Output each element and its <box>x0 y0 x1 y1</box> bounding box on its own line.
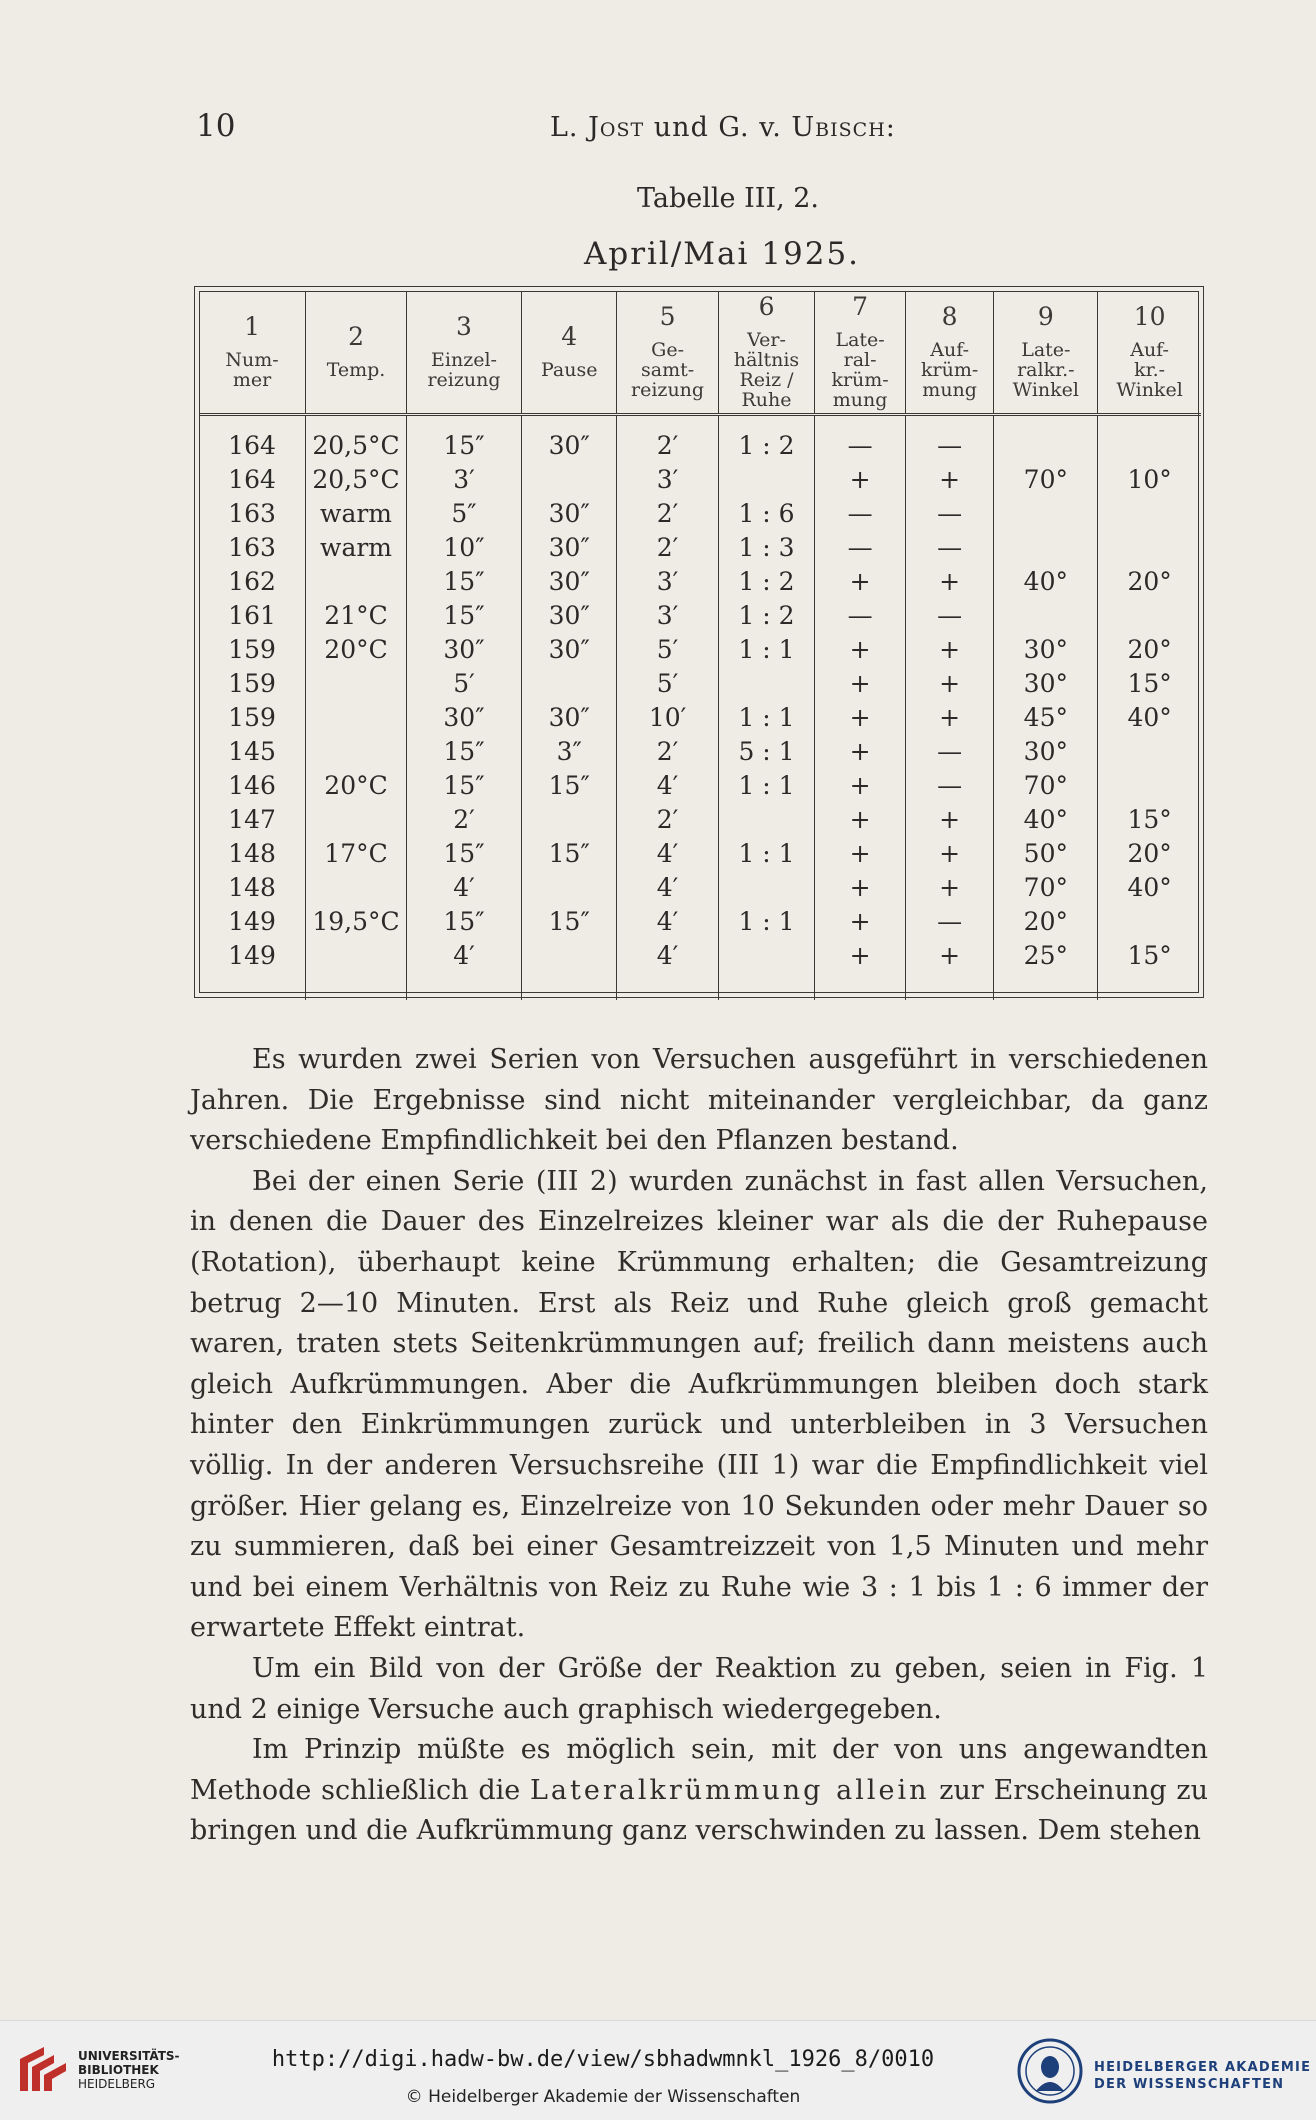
column-number: 1 <box>244 312 260 341</box>
table-cell: — <box>815 530 905 564</box>
table-cell: 20° <box>1098 564 1201 598</box>
body-text <box>190 1040 1208 1852</box>
column-label: Late- ralkr.- Winkel <box>1012 339 1079 401</box>
table-cell: + <box>905 870 994 904</box>
column-number: 3 <box>456 312 472 341</box>
running-head-colon: : <box>885 112 896 143</box>
column-header-1 <box>199 291 306 415</box>
table-cell: 2′ <box>617 496 718 530</box>
table-cell: + <box>905 666 994 700</box>
table-cell <box>1098 415 1201 463</box>
table-cell: 30″ <box>407 632 522 666</box>
table-cell: 149 <box>228 906 276 936</box>
table-row <box>199 632 1201 666</box>
table-cell: 149 <box>228 940 276 970</box>
column-header-5 <box>617 291 718 415</box>
table-cell: — <box>905 415 994 463</box>
table-row <box>199 415 1201 463</box>
table-cell: — <box>905 734 994 768</box>
running-head-and: und G. v. <box>644 112 792 143</box>
table-row <box>199 496 1201 530</box>
table-cell: 15″ <box>407 564 522 598</box>
table-cell: 30″ <box>521 496 616 530</box>
page-number: 10 <box>196 108 236 144</box>
table-cell: 5 : 1 <box>718 734 815 768</box>
table-cell: + <box>905 836 994 870</box>
table-row <box>199 904 1201 938</box>
table-cell: — <box>905 496 994 530</box>
table-cell <box>1098 530 1201 564</box>
table-cell: 162 <box>228 566 276 596</box>
column-number: 4 <box>561 322 578 351</box>
column-label: Num- mer <box>225 349 279 391</box>
table-cell: 5′ <box>407 666 522 700</box>
table-cell: + <box>905 700 994 734</box>
table-cell: 70° <box>994 870 1098 904</box>
table-cell: 1 : 3 <box>718 530 815 564</box>
table-cell: + <box>815 802 905 836</box>
table-cell: warm <box>306 530 407 564</box>
paragraph-2: Bei der einen Serie (III 2) wurden zunächst in fast allen Versuchen, in denen die Dauer des Einzelreizes kleiner war als die der Ruhepause (Rotation), überhaupt keine Krümmung erhalten; die Gesamtreizung betrug 2—10 Minuten. Erst als Reiz und Ruhe gleich groß gemacht waren, traten stets Seitenkrümmungen auf; freilich dann meistens auch gleich Aufkrümmungen. Aber die Aufkrümmungen bleiben doch stark hinter den Einkrümmungen zurück und unterbleiben in 3 Versuchen völlig. In der anderen Versuchsreihe (III 1) war die Empfindlichkeit viel größer. Hier gelang es, Einzelreize von 10 Sekunden oder mehr Dauer so zu summieren, daß bei einer Gesamtreizzeit von 1,5 Minuten und mehr und bei einem Verhältnis von Reiz zu Ruhe wie 3 : 1 bis 1 : 6 immer der erwartete Effekt eintrat. <box>190 1165 1208 1644</box>
table-cell: 10″ <box>407 530 522 564</box>
column-label: Auf- kr.- Winkel <box>1116 339 1183 401</box>
table-cell: 40° <box>1098 700 1201 734</box>
table-cell: 20°C <box>306 632 407 666</box>
paragraph-4-spaced: Lateralkrümmung allein <box>529 1774 930 1806</box>
table-cell <box>1098 904 1201 938</box>
table-row <box>199 802 1201 836</box>
table-row <box>199 462 1201 496</box>
table-cell <box>1098 598 1201 632</box>
table-cell: 15″ <box>407 904 522 938</box>
table-cell: 5′ <box>617 632 718 666</box>
data-table <box>199 291 1201 1000</box>
table-cell: 3′ <box>617 564 718 598</box>
academy-name-line1: HEIDELBERGER AKADEMIE <box>1094 2060 1312 2075</box>
table-row <box>199 598 1201 632</box>
table-cell: + <box>815 836 905 870</box>
table-cell: 15° <box>1098 938 1201 1000</box>
table-cell: 21°C <box>306 598 407 632</box>
paragraph-4-part-a: Im Prinzip müßte es möglich sein, mit der von uns angewandten Methode schließlich die <box>190 1734 1208 1806</box>
table-cell: — <box>905 598 994 632</box>
table-cell: 30″ <box>521 530 616 564</box>
table-cell <box>994 496 1098 530</box>
running-head-prefix: L. <box>550 112 589 143</box>
column-number: 6 <box>758 292 775 321</box>
paragraph-3: Um ein Bild von der Größe der Reaktion zu geben, seien in Fig. 1 und 2 einige Versuche auch graphisch wiedergegeben. <box>190 1652 1208 1725</box>
running-head <box>550 112 896 143</box>
table-cell: 163 <box>228 532 276 562</box>
table-cell: 163 <box>228 498 276 528</box>
table-cell: 1 : 1 <box>718 632 815 666</box>
table-header-row <box>199 291 1201 415</box>
table-cell: + <box>905 802 994 836</box>
table-cell: — <box>905 904 994 938</box>
digital-library-footer <box>0 2020 1316 2120</box>
table-cell: 1 : 2 <box>718 415 815 463</box>
table-cell: — <box>905 768 994 802</box>
table-cell: + <box>905 462 994 496</box>
table-cell: + <box>905 564 994 598</box>
table-cell <box>306 700 407 734</box>
table-cell: + <box>815 666 905 700</box>
table-row <box>199 734 1201 768</box>
author-ubisch: Ubisch <box>791 112 886 143</box>
table-cell: 20,5°C <box>306 462 407 496</box>
table-cell <box>306 564 407 598</box>
table-cell: 1 : 2 <box>718 598 815 632</box>
table-cell: 30″ <box>521 700 616 734</box>
paragraph-4-part-b: zur Erscheinung zu bringen und die Aufkrümmung ganz verschwinden zu lassen. Dem stehen <box>190 1774 1208 1847</box>
table-row <box>199 870 1201 904</box>
academy-name[interactable] <box>1094 2059 1311 2093</box>
table-cell: 3′ <box>617 598 718 632</box>
table-row <box>199 768 1201 802</box>
table-cell: + <box>815 700 905 734</box>
table-cell: 40° <box>1098 870 1201 904</box>
library-name-line1: UNIVERSITÄTS- <box>78 2049 180 2063</box>
table-cell: + <box>815 564 905 598</box>
column-label: Temp. <box>326 359 386 381</box>
table-cell <box>306 870 407 904</box>
table-cell: 1 : 1 <box>718 836 815 870</box>
table-cell: — <box>815 415 905 463</box>
table-cell: 4′ <box>617 938 718 1000</box>
table-cell: 30″ <box>521 415 616 463</box>
table-cell <box>306 734 407 768</box>
table-cell: 15″ <box>407 734 522 768</box>
table-cell: 2′ <box>617 530 718 564</box>
table-cell: 1 : 1 <box>718 700 815 734</box>
table-cell: 1 : 2 <box>718 564 815 598</box>
table-row <box>199 530 1201 564</box>
table-cell: 148 <box>228 838 276 868</box>
table-row <box>199 666 1201 700</box>
table-cell: 4′ <box>617 768 718 802</box>
table-cell: 3′ <box>617 462 718 496</box>
table-cell: 5″ <box>407 496 522 530</box>
table-row <box>199 836 1201 870</box>
table-cell: 40° <box>994 564 1098 598</box>
table-cell <box>718 938 815 1000</box>
column-header-6 <box>718 291 815 415</box>
column-number: 2 <box>348 322 364 351</box>
table-cell: + <box>815 462 905 496</box>
table-cell <box>521 938 616 1000</box>
table-cell: 10° <box>1098 462 1201 496</box>
table-cell: + <box>905 632 994 666</box>
table-cell: 164 <box>228 430 276 460</box>
table-cell: 1 : 1 <box>718 768 815 802</box>
table-cell: 15° <box>1098 666 1201 700</box>
table-cell: 25° <box>994 938 1098 1000</box>
table-cell: 164 <box>228 464 276 494</box>
library-name-line2: BIBLIOTHEK <box>78 2063 159 2077</box>
table-cell: 159 <box>228 702 276 732</box>
table-cell: 1 : 1 <box>718 904 815 938</box>
column-header-10 <box>1098 291 1201 415</box>
table-cell: 147 <box>228 804 276 834</box>
table-cell: 15″ <box>521 904 616 938</box>
table-cell <box>521 666 616 700</box>
table-cell: 2′ <box>617 802 718 836</box>
table-cell: 20° <box>1098 836 1201 870</box>
table-row <box>199 938 1201 1000</box>
table-cell <box>994 415 1098 463</box>
table-cell: 4′ <box>617 836 718 870</box>
table-cell: 45° <box>994 700 1098 734</box>
table-cell <box>718 462 815 496</box>
table-cell: 159 <box>228 668 276 698</box>
table-cell: 20°C <box>306 768 407 802</box>
table-row <box>199 700 1201 734</box>
table-cell: 15″ <box>407 598 522 632</box>
table-cell: 19,5°C <box>306 904 407 938</box>
column-label: Ver- hältnis Reiz / Ruhe <box>733 329 800 411</box>
column-header-8 <box>905 291 994 415</box>
table-cell: 145 <box>228 736 276 766</box>
table-cell: 4′ <box>407 938 522 1000</box>
table-cell: 15° <box>1098 802 1201 836</box>
table-cell: 15″ <box>521 768 616 802</box>
page-url-link[interactable]: http://digi.hadw-bw.de/view/sbhadwmnkl_1926_8/0010 <box>271 2047 935 2072</box>
data-table-frame <box>194 286 1204 998</box>
column-number: 9 <box>1037 302 1054 331</box>
table-cell: 70° <box>994 768 1098 802</box>
table-cell: 30″ <box>407 700 522 734</box>
table-cell: 40° <box>994 802 1098 836</box>
table-cell <box>306 938 407 1000</box>
column-header-4 <box>521 291 616 415</box>
table-cell <box>718 802 815 836</box>
table-cell: 30° <box>994 632 1098 666</box>
table-cell: 4′ <box>407 870 522 904</box>
table-cell: + <box>815 632 905 666</box>
academy-seal-icon[interactable] <box>1016 2037 1084 2105</box>
table-cell: 2′ <box>617 734 718 768</box>
table-cell: 15″ <box>521 836 616 870</box>
table-cell: 3′ <box>407 462 522 496</box>
table-cell: + <box>815 870 905 904</box>
table-cell: + <box>905 938 994 1000</box>
academy-name-line2: DER WISSENSCHAFTEN <box>1094 2077 1285 2092</box>
column-number: 7 <box>852 292 869 321</box>
column-label: Pause <box>540 359 598 381</box>
table-cell: — <box>815 496 905 530</box>
column-header-9 <box>994 291 1098 415</box>
table-cell: 30″ <box>521 632 616 666</box>
table-cell: — <box>815 598 905 632</box>
column-label: Late- ral- krüm- mung <box>831 329 889 411</box>
table-cell: 30″ <box>521 564 616 598</box>
table-cell: + <box>815 938 905 1000</box>
table-cell: — <box>905 530 994 564</box>
table-cell: 30° <box>994 734 1098 768</box>
column-number: 10 <box>1133 302 1166 331</box>
table-cell: 161 <box>228 600 276 630</box>
table-cell: 2′ <box>617 415 718 463</box>
table-caption: Tabelle III, 2. <box>636 183 820 214</box>
table-cell: + <box>815 734 905 768</box>
table-cell: 20° <box>994 904 1098 938</box>
table-cell <box>521 802 616 836</box>
table-cell: 159 <box>228 634 276 664</box>
table-subtitle: April/Mai 1925. <box>583 236 861 272</box>
table-cell <box>521 870 616 904</box>
table-cell: 3″ <box>521 734 616 768</box>
table-cell: 146 <box>228 770 276 800</box>
paragraph-1: Es wurden zwei Serien von Versuchen ausgeführt in verschiedenen Jahren. Die Ergebnisse sind nicht miteinander vergleichbar, da ganz verschiedene Empfindlichkeit bei den Pflanzen bestand. <box>190 1044 1208 1157</box>
table-cell: + <box>815 904 905 938</box>
table-cell <box>718 666 815 700</box>
column-header-7 <box>815 291 905 415</box>
table-cell: 15″ <box>407 415 522 463</box>
table-cell: 2′ <box>407 802 522 836</box>
table-cell: + <box>815 768 905 802</box>
table-cell <box>1098 768 1201 802</box>
column-header-3 <box>407 291 522 415</box>
table-cell: 20° <box>1098 632 1201 666</box>
library-name-line3: HEIDELBERG <box>78 2077 156 2091</box>
column-label: Einzel- reizung <box>427 349 501 391</box>
table-cell: 70° <box>994 462 1098 496</box>
table-cell: 4′ <box>617 870 718 904</box>
table-cell: 1 : 6 <box>718 496 815 530</box>
table-cell <box>718 870 815 904</box>
table-row <box>199 564 1201 598</box>
copyright-notice: © Heidelberger Akademie der Wissenschaften <box>405 2087 801 2107</box>
paragraph-4 <box>190 1730 1208 1852</box>
table-cell <box>994 530 1098 564</box>
table-cell: warm <box>306 496 407 530</box>
table-cell: 30° <box>994 666 1098 700</box>
column-header-2 <box>306 291 407 415</box>
table-cell: 4′ <box>617 904 718 938</box>
table-cell <box>521 462 616 496</box>
table-cell <box>1098 496 1201 530</box>
author-jost: Jost <box>588 112 645 143</box>
table-cell: 15″ <box>407 836 522 870</box>
table-cell <box>994 598 1098 632</box>
column-label: Auf- krüm- mung <box>920 339 979 401</box>
table-cell: 148 <box>228 872 276 902</box>
table-cell <box>1098 734 1201 768</box>
column-number: 5 <box>659 302 676 331</box>
table-cell <box>306 802 407 836</box>
table-cell: 50° <box>994 836 1098 870</box>
table-body <box>199 415 1201 1001</box>
table-cell: 5′ <box>617 666 718 700</box>
table-cell: 30″ <box>521 598 616 632</box>
table-cell: 15″ <box>407 768 522 802</box>
column-number: 8 <box>941 302 958 331</box>
table-cell <box>306 666 407 700</box>
table-cell: 10′ <box>617 700 718 734</box>
table-cell: 20,5°C <box>306 415 407 463</box>
table-cell: 17°C <box>306 836 407 870</box>
column-label: Ge- samt- reizung <box>631 339 705 401</box>
